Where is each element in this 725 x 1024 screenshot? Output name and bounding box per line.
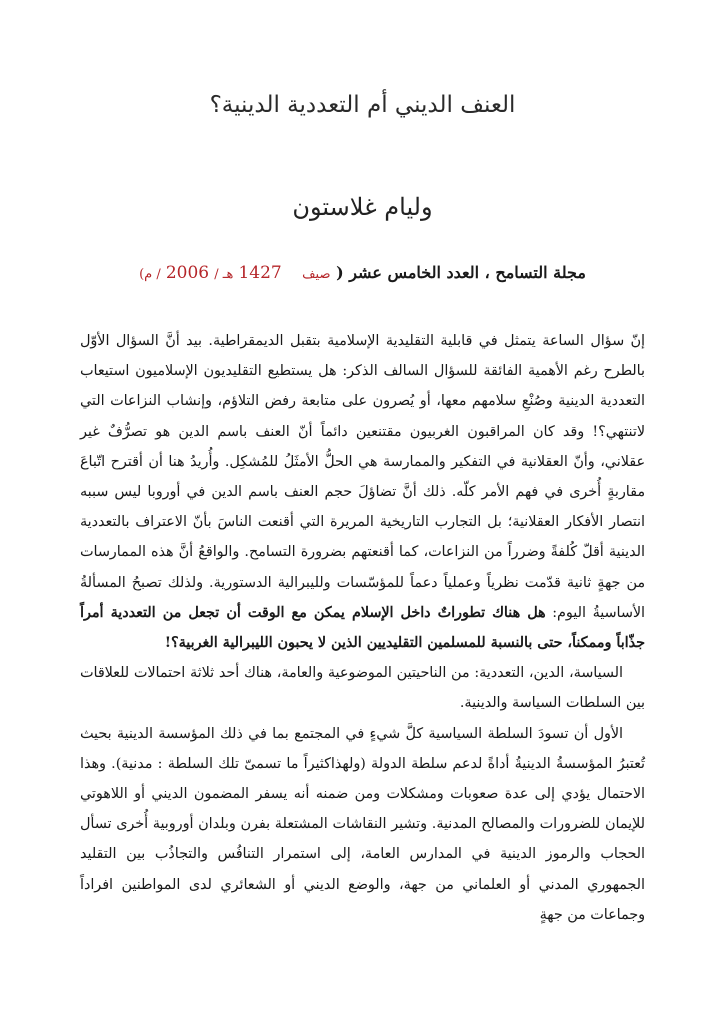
article-body [80, 326, 645, 930]
paragraph: الأول أن تسودَ السلطة السياسية كلَّ شيءٍ في المجتمع بما في ذلك المؤسسة الدينية بحيث تُعتبرُ المؤسسةُ الدينيةُ أداةً لدعم سلطة الدولة (ولهذاكثيراً ما تسمىّ تلك السلطة : مدنية). وهذا الاحتمال يؤدي إلى عدة صعوبات ومشكلات ومن ضمنه أنه يسفر المضمون الديني أو اللاهوتي للإيمان للضرورات والمصالح المدنية. وتشير النقاشات المشتعلة بفرن وبلدان أوروبية أُخرى تسأل الحجاب والرموز الدينية في المدارس العامة، إلى استمرار التنافُس والتجاذُب بين التقليد الجمهوري المدني أو العلماني من جهة، والوضع الديني أو الشعائري لدى المواطنين افراداً وجماعات من جهةٍ [80, 725, 645, 923]
source-line [0, 263, 725, 283]
article-title: العنف الديني أم التعددية الدينية؟ [209, 92, 516, 118]
publication-date [139, 263, 330, 282]
hijri-mark: هـ / [214, 267, 234, 282]
paragraph: السياسة، الدين، التعددية: من الناحيتين الموضوعية والعامة، هناك أحد ثلاثة احتمالات للعلاقات بين السلطات السياسة والدينية. [80, 665, 645, 712]
paragraph-text: إنّ سؤال الساعة يتمثل في قابلية التقليدية الإسلامية بتقبل الديمقراطية. بيد أنَّ السؤال الأوّل بالطرح رغم الأهمية الفائقة للسؤال السالف الذكر: هل يستطيع التقليديون الإسلاميون استيعاب التعددية الدينية وصُنْعِ سلامهم معها، أو يُصرون على متابعة رفض التلاؤم، وإنشاب النزاعات التي لاتنتهي؟! وقد كان المراقبون الغربيون مقتنعين دائماً أنّ العنف باسم الدين هو تصرُّفٌ غير عقلاني، وأنّ العقلانية في التفكير والممارسة هي الحلُّ الأمثَلُ للمُشكِل. وأُريدُ هنا أن أقترح اتّباعَ مقاربةٍ أُخرى في فهم الأمر كلّه. ذلك أنَّ تضاؤلَ حجم العنف باسم الدين في أوروبا ليس سببه انتصار الأفكار العقلانية؛ بل التجارب التاريخية المريرة التي أقنعت الناسَ بأنّ الاعتراف بالتعددية الدينية أقلّ كُلفةً وضرراً من النزاعات، كما أقنعتهم بضرورة التسامح. والواقعُ أنَّ هذه الممارسات من جهةٍ ثانية قدّمت نظرياً وعملياً دعماً للمؤسّسات ولليبرالية الدستورية. ولذلك تصبحُ المسألةُ الأساسيةُ اليوم: [80, 333, 645, 621]
season: صيف [302, 267, 331, 282]
paragraph [80, 326, 645, 658]
journal-issue: مجلة التسامح ، العدد الخامس عشر ( [336, 263, 586, 282]
key-question: هل هناك تطوراتٌ داخل الإسلام يمكن مع الوقت أن تجعل من التعددية أمراً جذّاباً وممكناً، حتى بالنسبة للمسلمين التقليديين الذين لا يحبون الليبرالية الغربية؟! [80, 604, 645, 652]
year-hijri: 1427 [238, 263, 282, 283]
author-name: وليام غلاستون [292, 193, 433, 221]
gregorian-mark: / م) [139, 267, 161, 282]
year-gregorian: 2006 [165, 263, 210, 283]
